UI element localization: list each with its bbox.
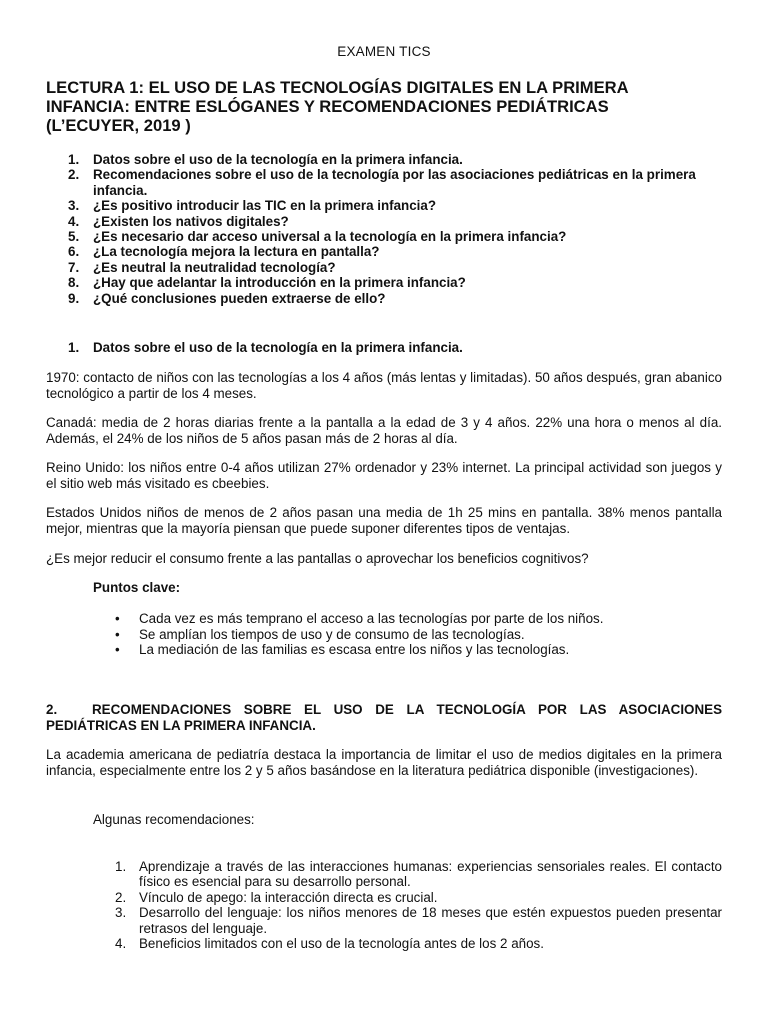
recommendations-intro: Algunas recomendaciones: bbox=[93, 812, 255, 827]
key-points-list bbox=[93, 611, 733, 658]
paragraph: La academia americana de pediatría destaca la importancia de limitar el uso de medios digitales en la primera infancia, especialmente entre los 2 y 5 años basándose en la literatura pediátrica disponible (investigaciones). bbox=[46, 747, 722, 779]
title-line: LECTURA 1: EL USO DE LAS TECNOLOGÍAS DIGITALES EN LA PRIMERA bbox=[46, 78, 629, 97]
recommendation-item: 2. Vínculo de apego: la interacción directa es crucial. bbox=[115, 889, 438, 905]
paragraph: Estados Unidos niños de menos de 2 años pasan una media de 1h 25 mins en pantalla. 38% menos pantalla mejor, mientras que la mayoría piensan que puede suponer diferentes tipos de ventajas. bbox=[46, 505, 722, 537]
key-point-item: • Se amplían los tiempos de uso y de consumo de las tecnologías. bbox=[115, 626, 525, 642]
index-item: 5. ¿Es necesario dar acceso universal a la tecnología en la primera infancia? bbox=[68, 229, 567, 245]
index-list bbox=[46, 152, 726, 306]
title-line: INFANCIA: ENTRE ESLÓGANES Y RECOMENDACIONES PEDIÁTRICAS bbox=[46, 97, 609, 116]
key-point-item: • La mediación de las familias es escasa entre los niños y las tecnologías. bbox=[115, 642, 570, 658]
paragraph: Canadá: media de 2 horas diarias frente a la pantalla a la edad de 3 y 4 años. 22% una hora o menos al día. Además, el 24% de los niños de 5 años pasan más de 2 horas al día. bbox=[46, 415, 722, 447]
recommendations-list bbox=[93, 859, 722, 951]
paragraph: Reino Unido: los niños entre 0-4 años utilizan 27% ordenador y 23% internet. La principal actividad son juegos y el sitio web más visitado es cbeebies. bbox=[46, 460, 722, 492]
question-paragraph: ¿Es mejor reducir el consumo frente a las pantallas o aprovechar los beneficios cognitivos? bbox=[46, 551, 589, 566]
recommendation-item: 3. Desarrollo del lenguaje: los niños menores de 18 meses que estén expuestos pueden presentar retrasos del lenguaje. bbox=[115, 905, 722, 936]
recommendation-item: 4. Beneficios limitados con el uso de la tecnología antes de los 2 años. bbox=[115, 936, 544, 952]
index-item: 6. ¿La tecnología mejora la lectura en pantalla? bbox=[68, 244, 380, 260]
index-item: 4. ¿Existen los nativos digitales? bbox=[68, 213, 289, 229]
title-line: (L’ECUYER, 2019 ) bbox=[46, 116, 191, 135]
index-item: 7. ¿Es neutral la neutralidad tecnología? bbox=[68, 259, 336, 275]
index-item: 3. ¿Es positivo introducir las TIC en la primera infancia? bbox=[68, 198, 437, 214]
section1-heading: 1. Datos sobre el uso de la tecnología en la primera infancia. bbox=[68, 340, 463, 355]
exam-header: EXAMEN TICS bbox=[337, 44, 431, 59]
index-item: 9. ¿Qué conclusiones pueden extraerse de ello? bbox=[68, 290, 386, 306]
index-item: 2. Recomendaciones sobre el uso de la tecnología por las asociaciones pediátricas en la primera infancia. bbox=[68, 167, 696, 198]
index-item: 8. ¿Hay que adelantar la introducción en la primera infancia? bbox=[68, 275, 466, 291]
index-item: 1. Datos sobre el uso de la tecnología en la primera infancia. bbox=[68, 152, 463, 167]
key-points-title: Puntos clave: bbox=[93, 580, 181, 595]
reading-title bbox=[46, 78, 726, 135]
recommendation-item: 1. Aprendizaje a través de las interacciones humanas: experiencias sensoriales reales. El contacto físico es esencial para su desarrollo personal. bbox=[115, 859, 722, 890]
section2-heading: 2. RECOMENDACIONES SOBRE EL USO DE LA TECNOLOGÍA POR LAS ASOCIACIONES PEDIÁTRICAS EN LA PRIMERA INFANCIA. bbox=[46, 702, 722, 734]
paragraph: 1970: contacto de niños con las tecnologías a los 4 años (más lentas y limitadas). 50 años después, gran abanico tecnológico a partir de los 4 meses. bbox=[46, 370, 722, 402]
key-point-item: • Cada vez es más temprano el acceso a las tecnologías por parte de los niños. bbox=[115, 611, 604, 626]
